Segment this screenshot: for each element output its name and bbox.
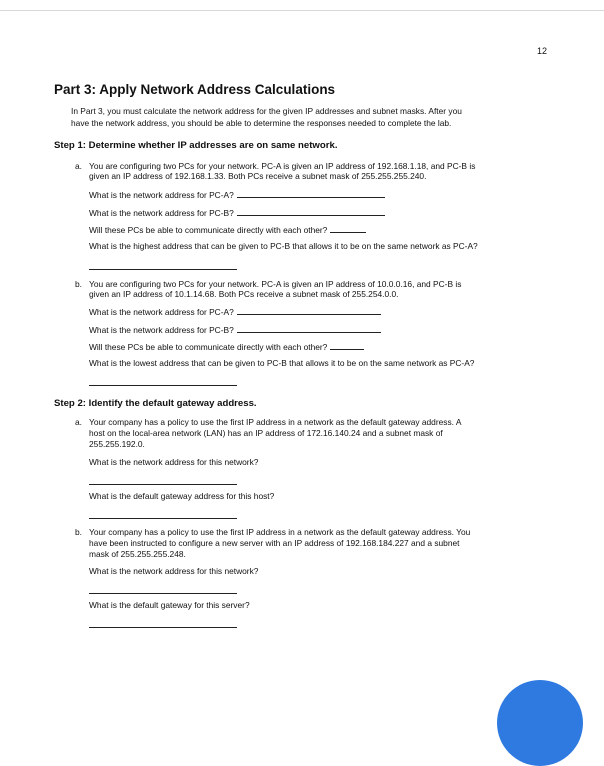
page-number: 12 [537,46,548,56]
part-title: Part 3: Apply Network Address Calculations [54,82,336,97]
question-label: Will these PCs be able to communicate directly with each other? [89,225,328,235]
question-text: You are configuring two PCs for your network. PC-A is given an IP address of 192.168.1.18, and PC-B is [89,161,476,171]
question-label: What is the network address for PC-A? [89,190,234,200]
intro-line: In Part 3, you must calculate the network address for the given IP addresses and subnet masks. After you [71,106,462,116]
list-marker: a. [75,161,82,171]
question [89,341,364,353]
floating-action-button[interactable] [497,680,583,766]
question-text: Your company has a policy to use the first IP address in a network as the default gateway address. A [89,417,462,427]
question-text: 255.255.192.0. [89,439,145,449]
step1-heading: Step 1: Determine whether IP addresses are on same network. [54,140,338,151]
question-label: What is the network address for PC-B? [89,325,234,335]
question-label: What is the network address for this network? [89,457,259,467]
question-text: You are configuring two PCs for your network. PC-A is given an IP address of 10.0.0.16, and PC-B is [89,279,462,289]
question-label: What is the lowest address that can be given to PC-B that allows it to be on the same network as PC-A? [89,358,475,368]
intro-line: have the network address, you should be able to determine the responses needed to complete the lab. [71,118,452,128]
question-text: given an IP address of 192.168.1.33. Both PCs receive a subnet mask of 255.255.255.240. [89,171,427,181]
answer-field[interactable] [89,593,237,594]
question-label: What is the default gateway for this server? [89,600,250,610]
answer-field[interactable] [237,324,381,333]
answer-field[interactable] [89,627,237,628]
question [89,207,385,219]
question-text: mask of 255.255.255.248. [89,549,186,559]
answer-field[interactable] [89,385,237,386]
question-text: host on the local-area network (LAN) has an IP address of 172.16.140.24 and a subnet mask of [89,428,443,438]
question-text: given an IP address of 10.1.14.68. Both PCs receive a subnet mask of 255.254.0.0. [89,289,399,299]
top-divider [0,10,604,11]
answer-field[interactable] [237,306,381,315]
answer-field[interactable] [330,341,364,350]
list-marker: a. [75,417,82,427]
question-label: What is the network address for PC-B? [89,208,234,218]
question-label: What is the highest address that can be given to PC-B that allows it to be on the same network as PC-A? [89,241,478,251]
list-marker: b. [75,279,82,289]
question [89,224,366,236]
answer-field[interactable] [89,518,237,519]
answer-field[interactable] [330,224,366,233]
question-label: What is the network address for this network? [89,566,259,576]
answer-field[interactable] [237,207,385,216]
question-label: What is the network address for PC-A? [89,307,234,317]
question-text: Your company has a policy to use the first IP address in a network as the default gateway address. You [89,527,471,537]
answer-field[interactable] [237,189,385,198]
list-marker: b. [75,527,82,537]
answer-field[interactable] [89,484,237,485]
question-text: have been instructed to configure a new server with an IP address of 192.168.184.227 and a subnet [89,538,460,548]
answer-field[interactable] [89,269,237,270]
question-label: What is the default gateway address for this host? [89,491,275,501]
question [89,306,381,318]
step2-heading: Step 2: Identify the default gateway address. [54,398,257,409]
question [89,324,381,336]
question-label: Will these PCs be able to communicate directly with each other? [89,342,328,352]
question [89,189,385,201]
